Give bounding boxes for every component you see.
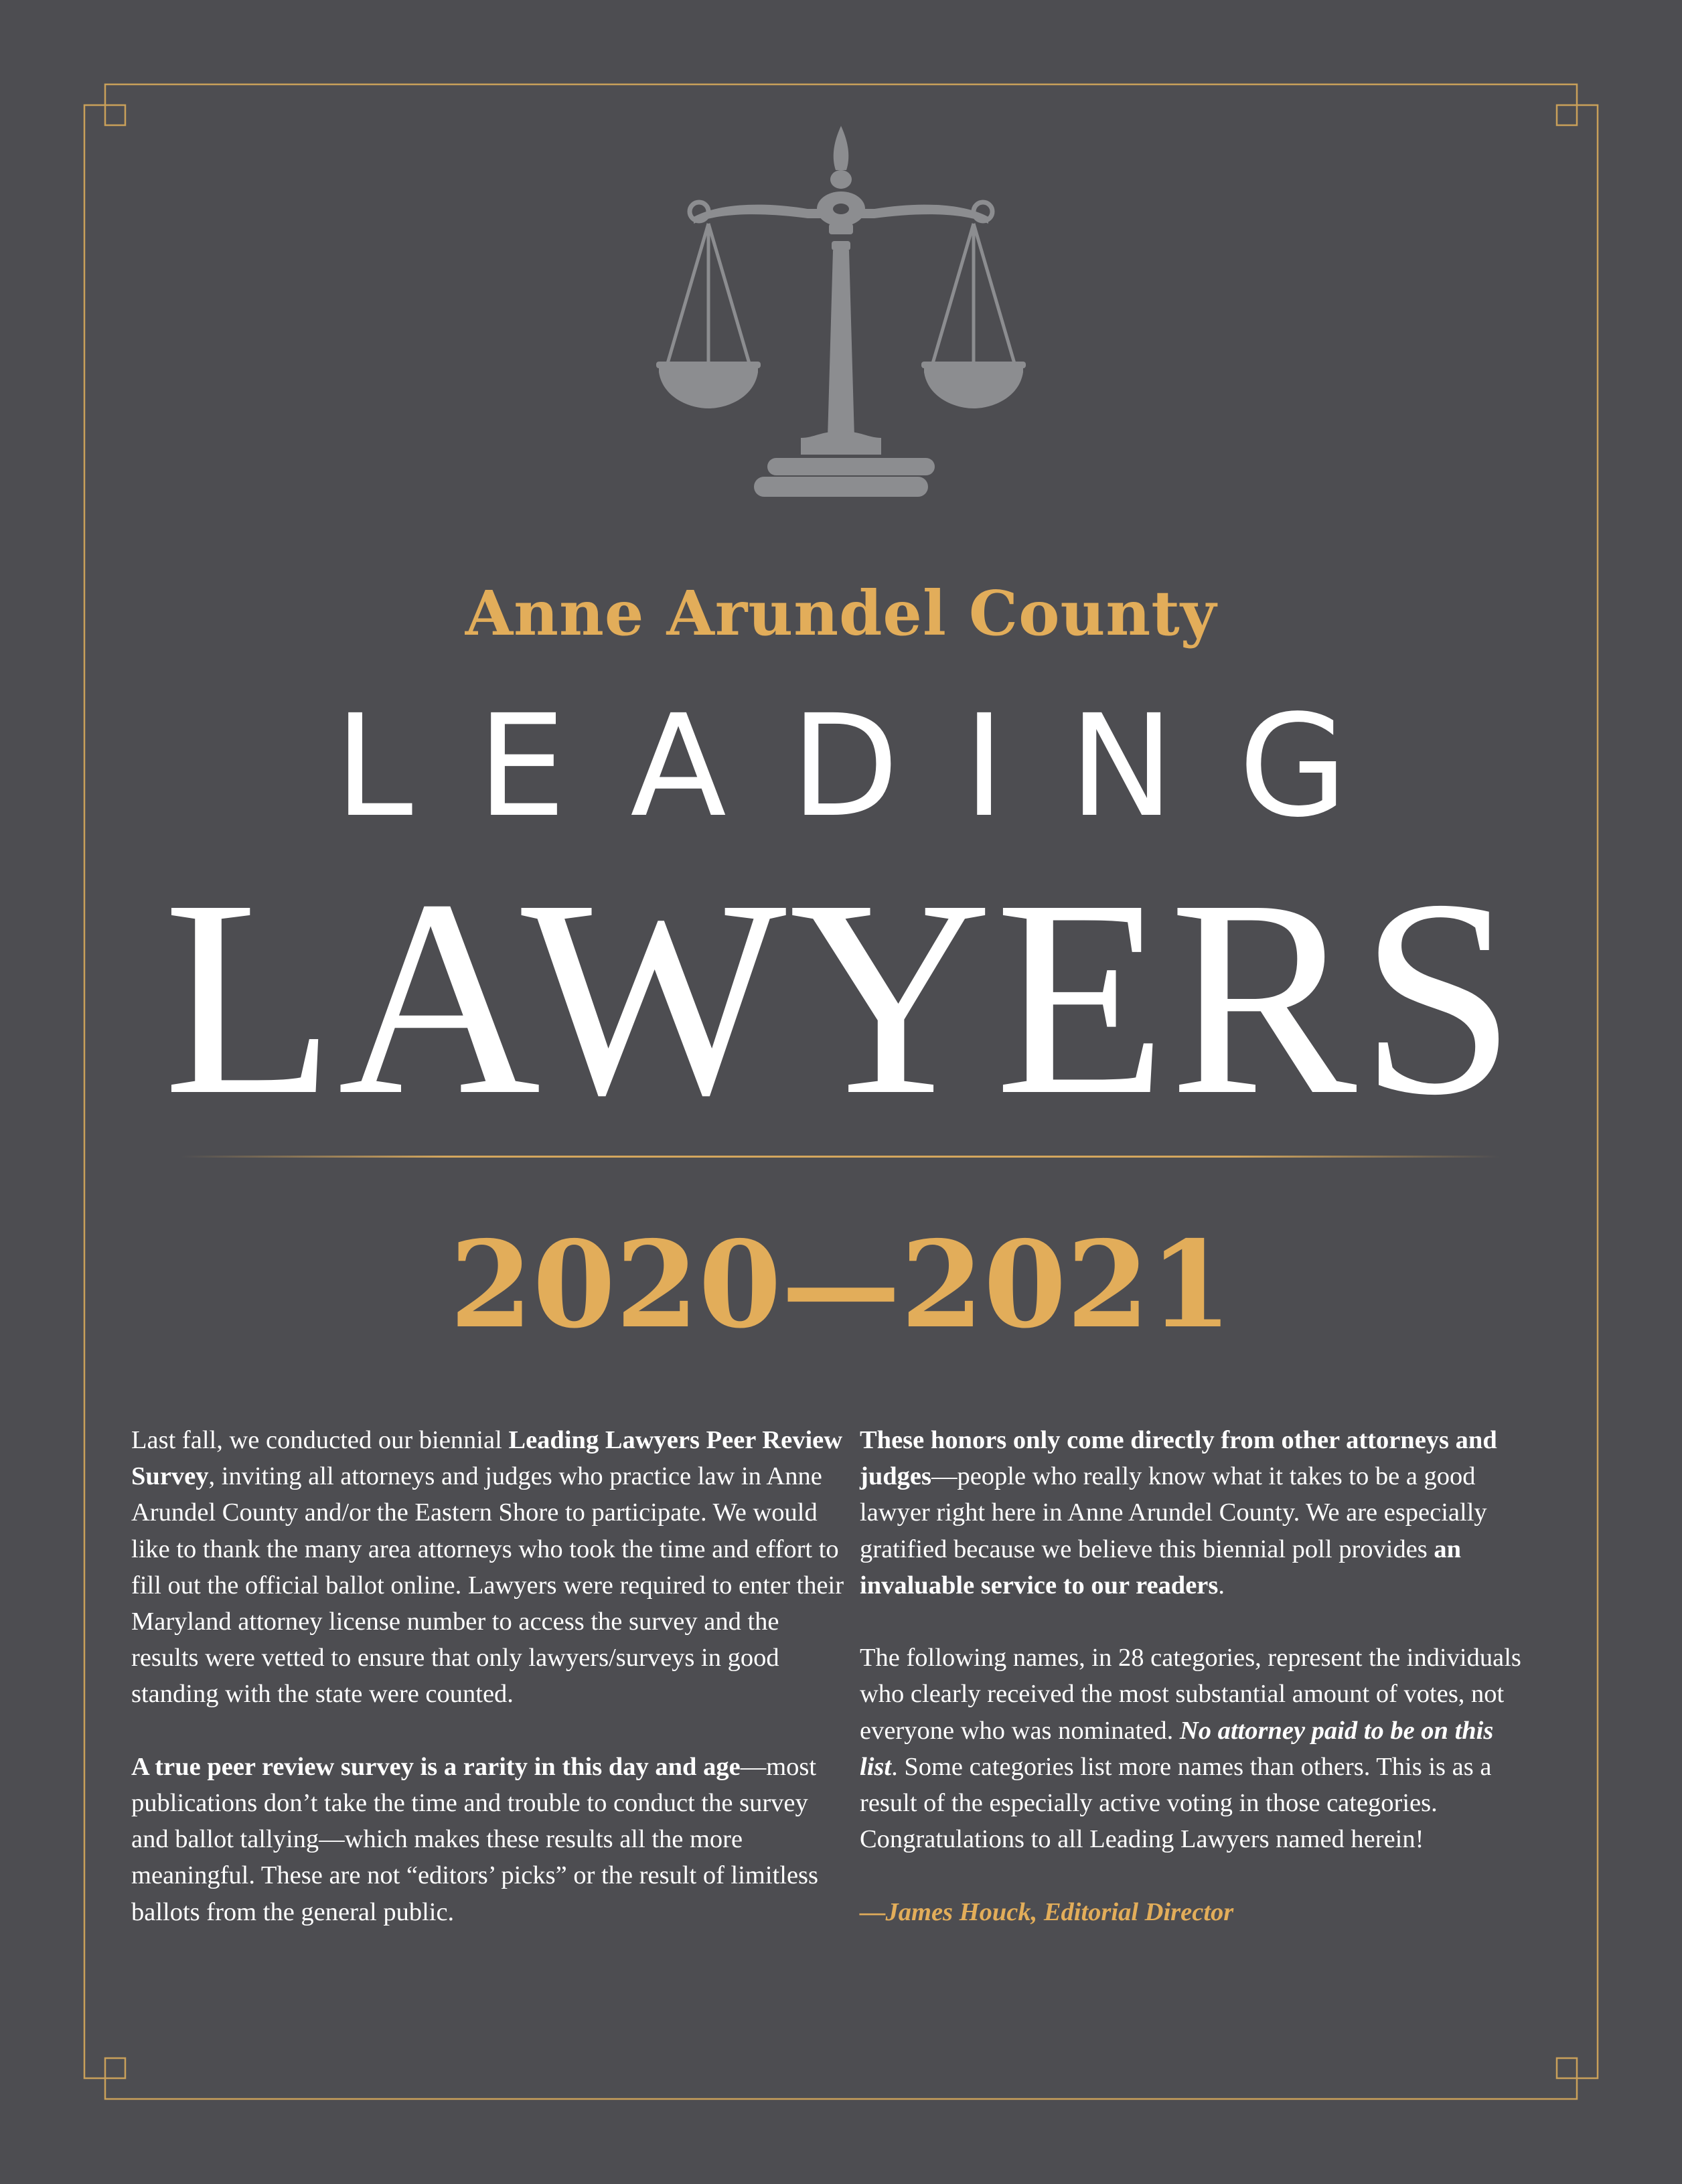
finial-knob <box>830 170 852 189</box>
frame-corner-square <box>1557 2058 1577 2078</box>
frame-bottom-left-corner <box>84 2036 147 2099</box>
text-span: —most publications don’t take the time and trouble to conduct the survey and ballot tallying—which makes these results all the more meaningful. These are not “editors’ picks” or the result of limitless ballots from the general public. <box>131 1752 819 1926</box>
finial <box>834 126 849 170</box>
scale-column <box>828 250 854 438</box>
scales-of-justice-icon <box>654 123 1028 525</box>
intro-column-right <box>860 1422 1529 1966</box>
bold-span: A true peer review survey is a rarity in this day and age <box>131 1752 741 1781</box>
signature: —James Houck, Editorial Director <box>860 1897 1234 1926</box>
text-span: . Some categories list more names than others. This is as a result of the especially active voting in those categories. Congratulations to all Leading Lawyers named herein! <box>860 1752 1492 1854</box>
intro-paragraph-3 <box>860 1640 1529 1857</box>
frame-corner-square <box>105 2058 125 2078</box>
intro-paragraph-1 <box>131 1422 848 1713</box>
left-pan <box>659 366 758 408</box>
text-span: . <box>1218 1571 1225 1600</box>
right-pan <box>924 366 1023 408</box>
lawyers-title: LAWYERS <box>163 842 1519 1153</box>
left-pan-strings <box>667 224 750 366</box>
bold-span: an invaluable service to our readers <box>860 1535 1462 1600</box>
county-title: Anne Arundel County <box>465 577 1217 649</box>
leading-title: LEADING <box>334 684 1412 848</box>
years-title: 2020—2021 <box>449 1215 1233 1354</box>
frame-top-right-corner <box>1535 84 1598 148</box>
text-span: The following names, in 28 categories, represent the individuals who clearly received the most substantial amount of votes, not everyone who was nominated. <box>860 1644 1521 1745</box>
frame-bottom-right-corner <box>1535 2036 1598 2099</box>
frame-corner-square <box>105 105 125 125</box>
intro-paragraph-2 <box>131 1749 848 1930</box>
right-pan-strings <box>932 224 1015 366</box>
bold-italic-span: No attorney paid to be on this list <box>860 1716 1494 1781</box>
scale-base-step <box>767 458 935 475</box>
bold-span: These honors only come directly from other attorneys and judges <box>860 1426 1497 1491</box>
text-span: Last fall, we conducted our biennial <box>131 1426 509 1454</box>
bold-span: Leading Lawyers Peer Review Survey <box>131 1426 843 1491</box>
intro-paragraph-2-continued <box>860 1422 1529 1604</box>
text-span: —people who really know what it takes to be a good lawyer right here in Anne Arundel County. We are especially gratified because we believe this biennial poll provides <box>860 1462 1487 1563</box>
scale-base <box>801 431 881 455</box>
intro-column-left <box>131 1422 848 1966</box>
text-span: , inviting all attorneys and judges who practice law in Anne Arundel County and/or the Eastern Shore to participate. We would like to thank the many area attorneys who took the time and effort to fill out the official ballot online. Lawyers were required to enter their Maryland attorney license number to access the survey and the results were vetted to ensure that only lawyers/surveys in good standing with the state were counted. <box>131 1462 844 1709</box>
scale-base-plinth <box>754 477 928 497</box>
divider-rule <box>181 1156 1500 1158</box>
frame-corner-square <box>1557 105 1577 125</box>
frame-top-left-corner <box>84 84 147 148</box>
